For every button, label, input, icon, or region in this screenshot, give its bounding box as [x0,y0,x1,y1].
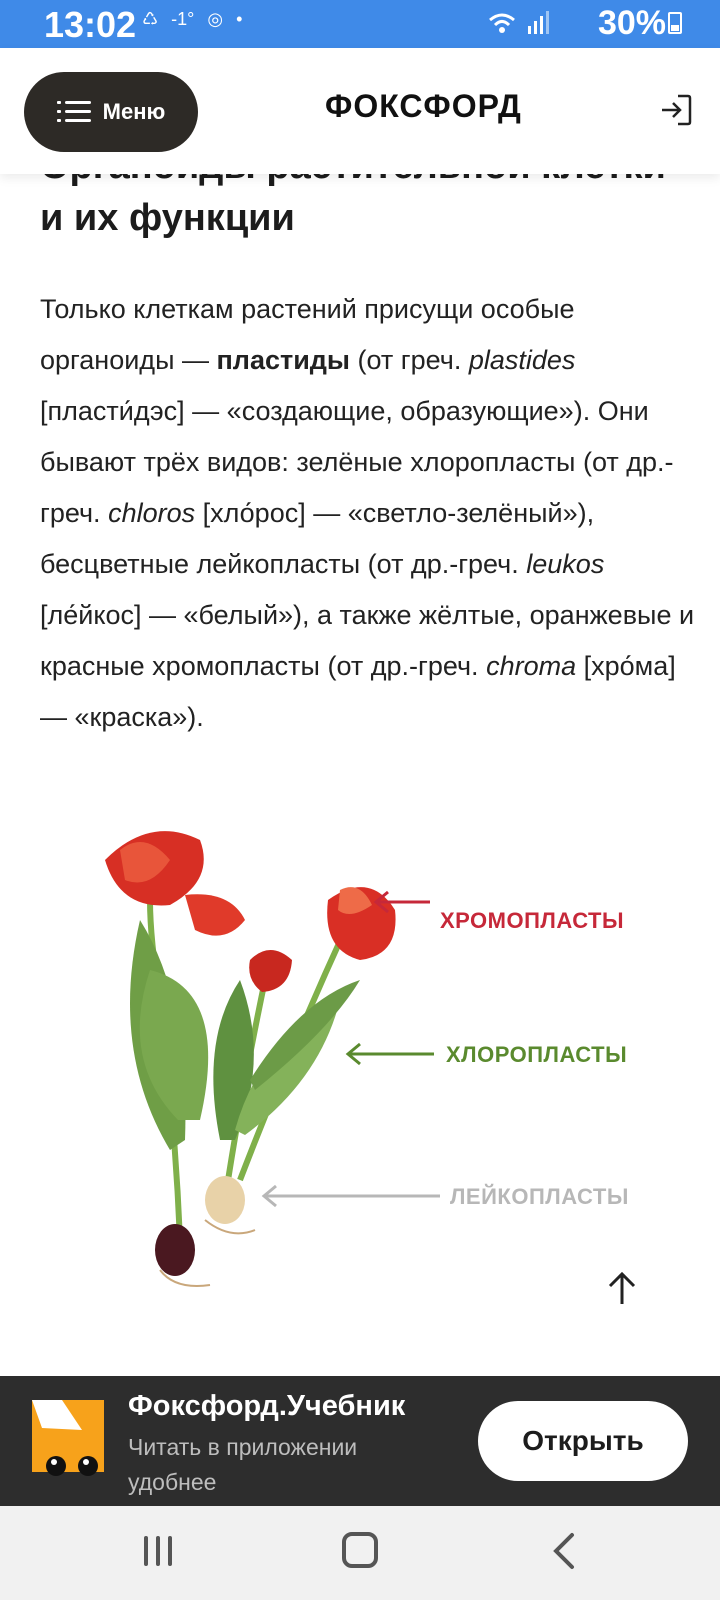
chrome-icon: ◎ [207,9,224,29]
paragraph-text: [хло́рос] — «светло-зелёный»), бесцветные лейкопласты (от др.-греч. [40,498,595,579]
brand-logo[interactable]: ФОКСФОРД [325,88,522,124]
article-title-clip [0,174,720,264]
menu-icon [57,101,91,123]
open-app-button[interactable]: Открыть [478,1401,688,1481]
battery-icon [668,12,682,34]
system-navigation-bar [0,1506,720,1600]
status-time: 13:02 [44,4,137,45]
temperature-indicator: -1° [171,9,195,29]
paragraph-bold-term: пластиды [216,345,350,375]
scroll-to-top-arrow-icon[interactable] [602,1268,642,1308]
label-chloroplasts: ХЛОРОПЛАСТЫ [446,1042,628,1067]
paragraph-text: (от греч. [350,345,469,375]
menu-button[interactable] [24,72,198,152]
article-paragraph [40,284,700,743]
tulip-drawing [0,820,720,1320]
more-notifications-icon: • [236,9,243,29]
paragraph-italic-term: plastides [468,345,576,375]
paragraph-text: [хро́ма] — «краска»). [40,651,676,732]
label-chromoplasts: ХРОМОПЛАСТЫ [440,908,625,933]
tulip-illustration [0,820,720,1320]
app-name: Фоксфорд.Учебник [128,1390,406,1422]
paragraph-italic-term: chloros [108,498,196,528]
paragraph-italic-term: chroma [486,651,577,681]
recent-apps-icon[interactable] [144,1536,176,1566]
sync-icon: ♺ [142,9,159,29]
status-bar [0,0,720,48]
home-icon[interactable] [342,1532,378,1568]
wifi-signal-icon [488,10,550,42]
battery-percent: 30% [597,4,666,42]
foxford-app-icon[interactable] [32,1400,104,1472]
login-icon[interactable] [658,92,694,128]
article-title: и их функции [40,197,295,239]
paragraph-text: Только клеткам растений присущи особые органоиды — [40,294,575,375]
paragraph-text: [пласти́дэс] — «создающие, образующие»). Они бывают трёх видов: зелёные хлоропласты (от др.-греч. [40,396,674,528]
site-header [0,48,720,174]
menu-label: Меню [102,99,166,124]
app-subtitle: Читать в приложении удобнее [128,1434,358,1495]
status-notification-icons [142,9,250,30]
label-leucoplasts: ЛЕЙКОПЛАСТЫ [450,1184,629,1209]
paragraph-italic-term: leukos [526,549,605,579]
paragraph-text: [ле́йкос] — «белый»), а также жёлтые, оранжевые и красные хромопласты (от др.-греч. [40,600,695,681]
back-icon[interactable] [552,1532,576,1570]
app-install-banner [0,1376,720,1506]
